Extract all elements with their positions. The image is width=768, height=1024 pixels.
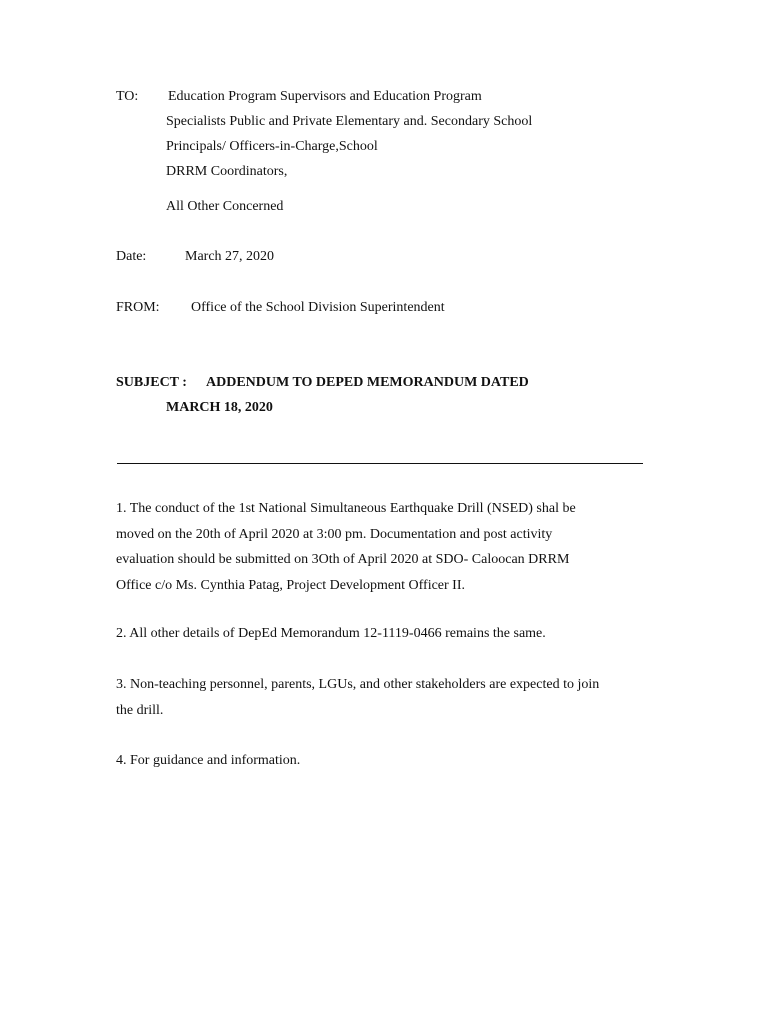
to-extra: All Other Concerned: [166, 199, 284, 214]
paragraph-2: [116, 621, 661, 647]
paragraph-1-line-2: moved on the 20th of April 2020 at 3:00 pm. Documentation and post activity: [116, 526, 553, 542]
from-label: FROM:: [116, 300, 160, 315]
paragraph-4-line-1: 4. For guidance and information.: [116, 753, 301, 768]
to-label: TO:: [116, 89, 139, 104]
paragraph-1: [116, 496, 661, 598]
date-label: Date:: [116, 249, 147, 264]
paragraph-4: [116, 748, 661, 774]
paragraph-3: [116, 672, 661, 723]
paragraph-1-line-4: Office c/o Ms. Cynthia Patag, Project Development Officer II.: [116, 577, 465, 593]
paragraph-1-line-3: evaluation should be submitted on 3Oth of April 2020 at SDO- Caloocan DRRM: [116, 552, 570, 567]
paragraph-1-line-1: 1. The conduct of the 1st National Simultaneous Earthquake Drill (NSED) shal be: [116, 501, 576, 516]
paragraph-2-line-1: 2. All other details of DepEd Memorandum 12-1119-0466 remains the same.: [116, 626, 546, 641]
from-value: Office of the School Division Superintendent: [191, 300, 445, 315]
to-line-3: Principals/ Officers-in-Charge,School: [166, 139, 378, 154]
subject-label: SUBJECT :: [116, 375, 187, 390]
divider-line: [117, 463, 643, 464]
date-value: March 27, 2020: [185, 249, 275, 264]
to-line-1: Education Program Supervisors and Education Program: [168, 89, 482, 104]
subject-line-2: MARCH 18, 2020: [166, 400, 273, 415]
to-line-2: Specialists Public and Private Elementary and. Secondary School: [166, 114, 533, 129]
to-line-4: DRRM Coordinators,: [166, 164, 288, 179]
subject-line-1: ADDENDUM TO DEPED MEMORANDUM DATED: [206, 375, 529, 390]
paragraph-3-line-2: the drill.: [116, 702, 164, 718]
paragraph-3-line-1: 3. Non-teaching personnel, parents, LGUs, and other stakeholders are expected to join: [116, 677, 600, 692]
